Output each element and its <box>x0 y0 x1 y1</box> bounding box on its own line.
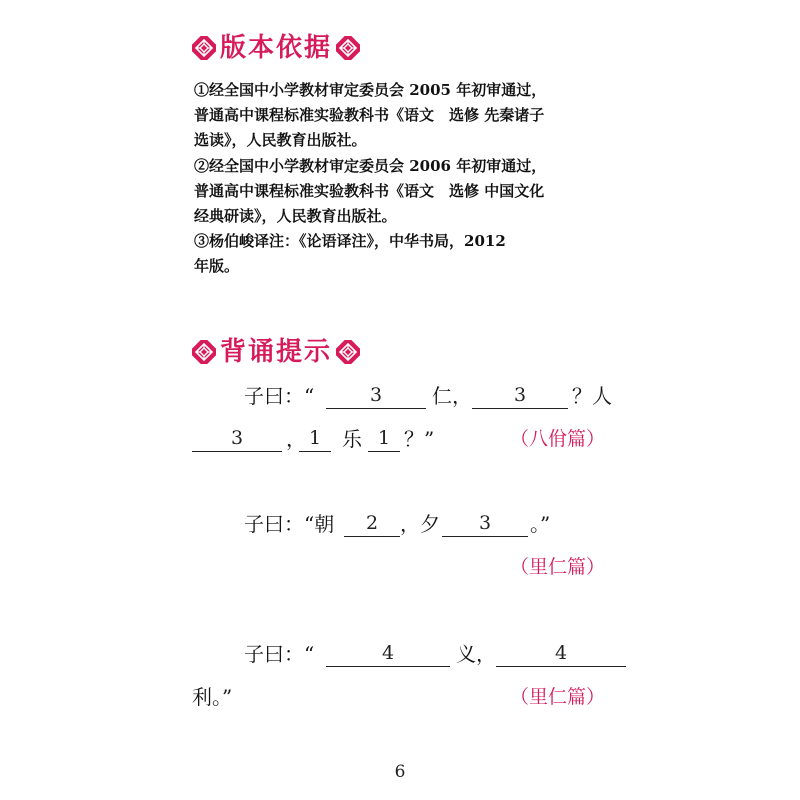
quote-text: 乐 <box>342 427 362 451</box>
quote-intro: 子曰：“ <box>244 642 315 666</box>
answer-blank[interactable]: 3 <box>442 510 528 537</box>
answer-blank[interactable]: 3 <box>192 425 282 452</box>
quote-text: 义， <box>456 642 496 666</box>
chapter-label: （八佾篇） <box>510 428 606 450</box>
quote-text: ？人 <box>572 384 612 408</box>
recite-heading <box>192 335 360 369</box>
answer-blank[interactable]: 1 <box>299 425 331 452</box>
basis-heading <box>192 31 360 65</box>
quote-text: ，夕 <box>400 512 440 536</box>
page-number: 6 <box>394 762 406 782</box>
basis-line: ③杨伯峻译注：《论语译注》，中华书局，2012 <box>194 232 506 251</box>
knot-ornament-icon <box>336 340 360 364</box>
basis-line: 经典研读》，人民教育出版社。 <box>194 207 397 226</box>
quote-text: 利。” <box>192 685 233 709</box>
quote-text: 仁， <box>432 384 472 408</box>
basis-line: ①经全国中小学教材审定委员会 2005 年初审通过， <box>194 81 547 99</box>
answer-blank[interactable]: 4 <box>326 640 450 667</box>
basis-line: 年版。 <box>194 257 240 276</box>
quote-text: ， <box>286 427 306 451</box>
knot-ornament-icon <box>336 36 360 60</box>
basis-line: ②经全国中小学教材审定委员会 2006 年初审通过， <box>194 156 547 175</box>
quote-text: 。” <box>530 512 551 536</box>
chapter-label: （里仁篇） <box>510 556 606 578</box>
answer-blank[interactable]: 1 <box>368 425 400 452</box>
basis-title: 版本依据 <box>220 33 333 63</box>
recite-title: 背诵提示 <box>220 337 333 367</box>
quote-intro: 子曰：“ <box>244 384 315 408</box>
knot-ornament-icon <box>192 36 216 60</box>
quote-text: ？” <box>404 427 435 451</box>
answer-blank[interactable]: 3 <box>326 382 426 409</box>
basis-line: 选读》，人民教育出版社。 <box>194 131 367 150</box>
quote-intro: 子曰：“朝 <box>244 512 335 536</box>
answer-blank[interactable]: 4 <box>496 640 626 667</box>
basis-text <box>194 78 634 280</box>
answer-blank[interactable]: 2 <box>344 510 400 537</box>
chapter-label: （里仁篇） <box>510 686 606 708</box>
basis-line: 普通高中课程标准实验教科书《语文 选修 先秦诸子 <box>194 106 545 125</box>
basis-line: 普通高中课程标准实验教科书《语文 选修 中国文化 <box>194 181 545 200</box>
answer-blank[interactable]: 3 <box>472 382 568 409</box>
knot-ornament-icon <box>192 340 216 364</box>
